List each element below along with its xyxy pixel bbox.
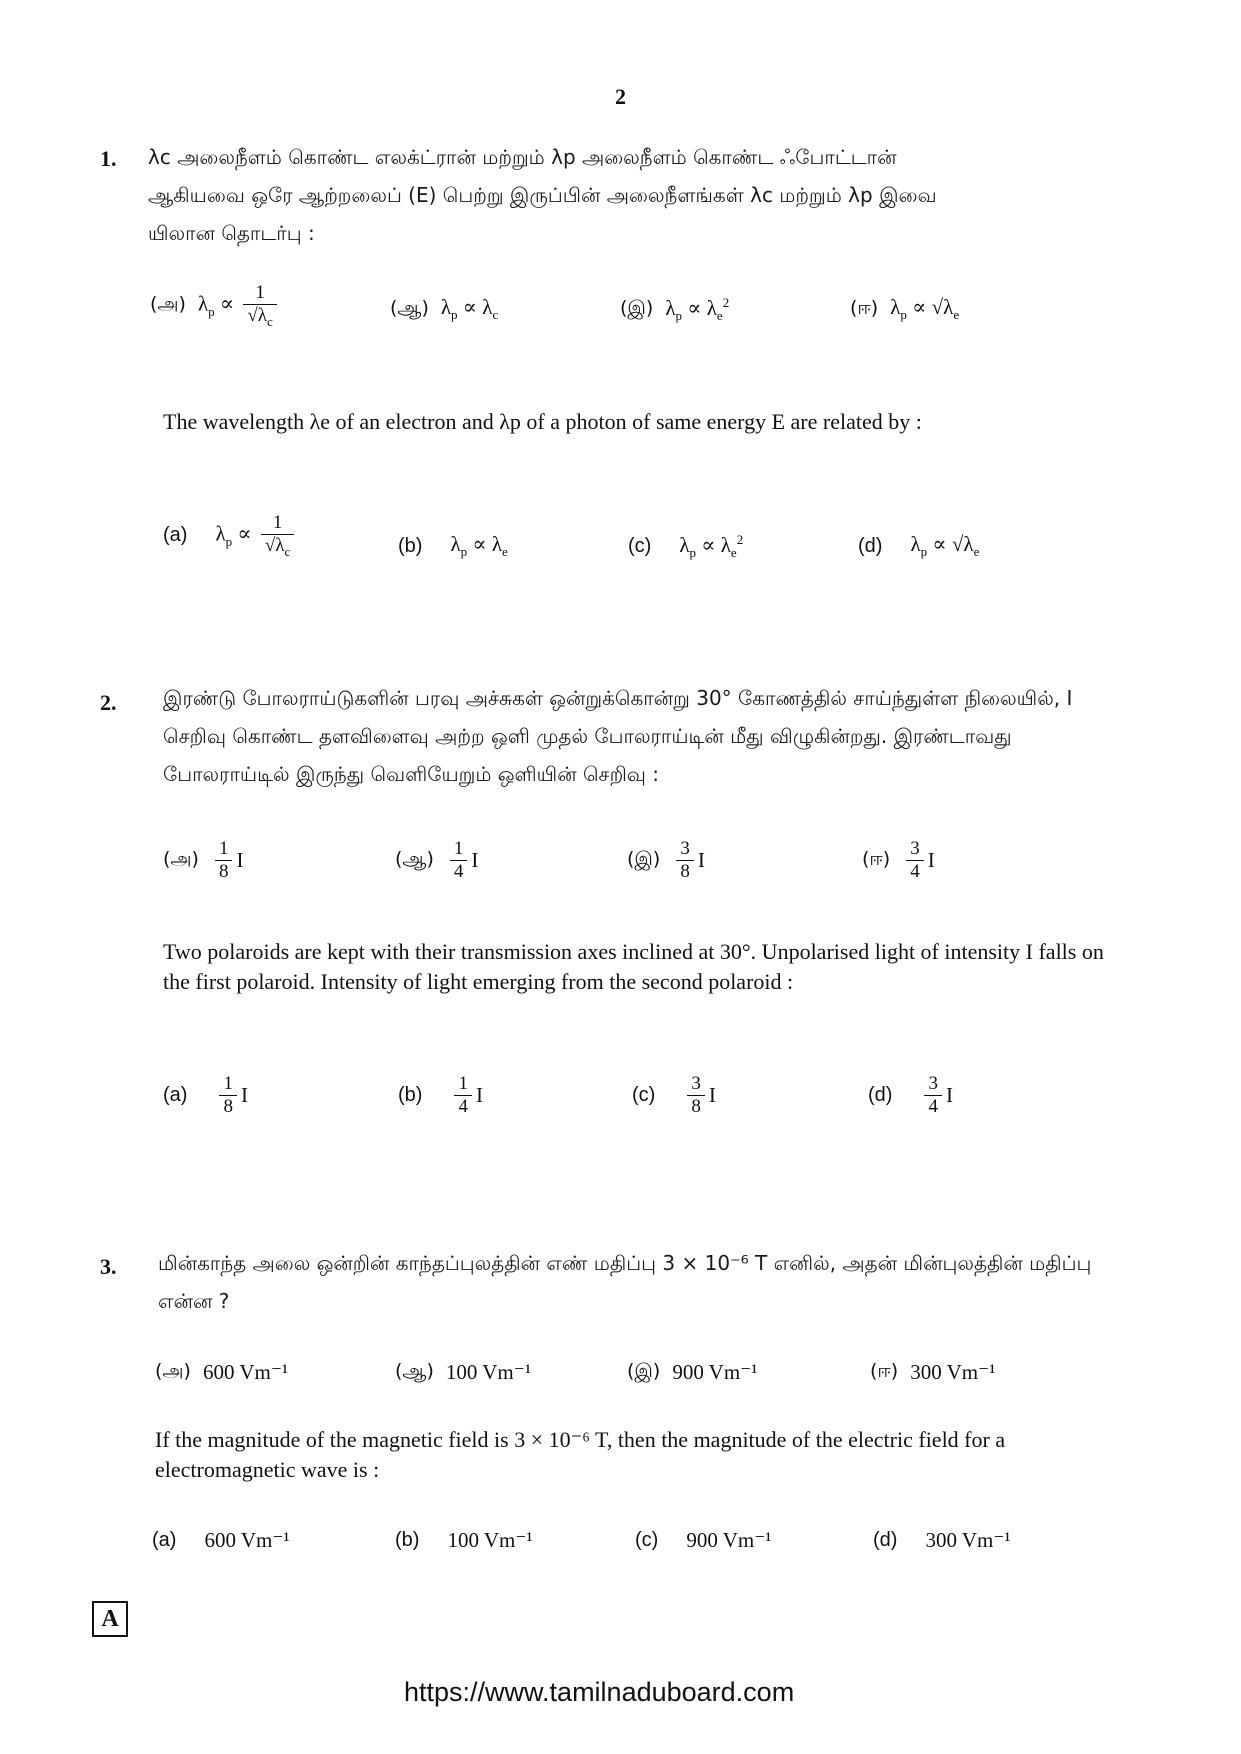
option-value: 600 Vm⁻¹ (202, 1360, 289, 1384)
question-1-number: 1. (100, 146, 117, 171)
q3-english-option-a (152, 1528, 290, 1553)
fraction-denominator: 4 (924, 1095, 942, 1118)
option-label: (ஈ) (870, 1360, 899, 1382)
option-label: (b) (395, 1529, 420, 1551)
fraction-denominator: 4 (906, 860, 924, 883)
version-box: A (92, 1601, 128, 1637)
fraction-numerator: 1 (218, 838, 229, 859)
q3-tamil-option-2 (395, 1360, 531, 1385)
fraction-numerator: 3 (928, 1073, 938, 1094)
q3-tamil-option-4 (870, 1360, 996, 1385)
option-label: (ஈ) (850, 296, 879, 319)
option-label: (b) (398, 534, 423, 557)
option-label: (ஆ) (390, 296, 429, 319)
formula: $\lambda_p \propto \lambda_c$ (440, 295, 499, 323)
option-label: (ஆ) (395, 847, 434, 870)
intensity-symbol: I (240, 1082, 248, 1107)
option-label: (அ) (150, 293, 186, 316)
option-label: (இ) (627, 1360, 661, 1382)
q2-english-option-a (163, 1073, 248, 1118)
question-3-tamil-text: மின்காந்த அலை ஒன்றின் காந்தப்புலத்தின் எண் மதிப்பு 3 × 10⁻⁶ T எனில், அதன் மின்புலத்தின் மதிப்பு என்ன ? (158, 1251, 1092, 1313)
option-value: 100 Vm⁻¹ (445, 1360, 532, 1384)
formula: $\lambda_p \propto √\lambda_e$ (890, 295, 960, 323)
option-label: (c) (632, 1083, 656, 1106)
q1-english-option-a (163, 512, 298, 560)
q1-tamil-option-1 (150, 282, 281, 330)
option-label: (ஈ) (862, 847, 891, 870)
q2-english-option-c (632, 1073, 716, 1118)
option-label: (அ) (155, 1360, 191, 1382)
q2-tamil-option-3 (627, 838, 705, 883)
q1-tamil-option-3 (620, 295, 729, 324)
intensity-symbol: I (945, 1082, 953, 1107)
fraction-numerator: 1 (453, 838, 464, 859)
q1-tamil-option-2 (390, 295, 498, 323)
intensity-symbol: I (697, 847, 705, 872)
option-label: (a) (152, 1529, 177, 1551)
q3-english-option-b (395, 1528, 533, 1553)
fraction-denominator: 4 (450, 860, 468, 883)
option-label: (d) (868, 1083, 893, 1106)
formula: $\lambda_p \propto \lambda_e$ (450, 532, 508, 560)
question-2-english-text: Two polaroids are kept with their transmission axes inclined at 30°. Unpolarised light of intensity I falls on the first polaroid. Intensity of light emerging from the second polaroid : (163, 939, 1104, 994)
fraction-denominator: 4 (454, 1095, 472, 1118)
q3-english-option-d (873, 1528, 1011, 1553)
fraction-numerator: 1 (223, 1073, 233, 1094)
question-3-english-text: If the magnitude of the magnetic field is 3 × 10⁻⁶ T, then the magnitude of the electric field for a electromagnetic wave is : (155, 1427, 1006, 1482)
q1-tamil-option-4 (850, 295, 959, 323)
intensity-symbol: I (471, 847, 479, 872)
option-label: (ஆ) (395, 1360, 434, 1382)
option-value: 300 Vm⁻¹ (925, 1528, 1011, 1552)
q1-english-option-b (398, 532, 508, 560)
q2-tamil-option-1 (163, 838, 243, 883)
formula: $\lambda_p$ ∝ $\frac{1}{√\lambda_c}$ (198, 282, 281, 330)
question-2-number: 2. (100, 690, 117, 715)
q3-english-option-c (635, 1528, 772, 1553)
option-label: (இ) (620, 297, 654, 320)
q3-tamil-option-1 (155, 1360, 288, 1385)
option-value: 900 Vm⁻¹ (672, 1360, 758, 1384)
option-label: (a) (163, 1083, 188, 1106)
fraction-denominator: 8 (676, 860, 694, 883)
q2-english-option-b (398, 1073, 483, 1118)
fraction-denominator: 8 (215, 860, 233, 883)
option-label: (a) (163, 524, 188, 547)
option-label: (c) (628, 535, 652, 558)
q3-tamil-option-3 (627, 1360, 758, 1385)
fraction-numerator: 3 (691, 1073, 701, 1094)
q2-english-option-d (868, 1073, 953, 1118)
fraction-numerator: 1 (458, 1073, 468, 1094)
formula: $\lambda_p \propto \lambda_e^2$ (679, 532, 744, 561)
question-3-number: 3. (100, 1254, 117, 1279)
question-1-tamil-text: λc அலைநீளம் கொண்ட எலக்ட்ரான் மற்றும் λp அலைநீளம் கொண்ட ஃபோட்டான் ஆகியவை ஒரே ஆற்றலைப் (E) பெற்று இருப்பின் அலைநீளங்கள் λc மற்றும் λp இவை யிலான தொடர்பு : (148, 145, 937, 245)
intensity-symbol: I (236, 847, 244, 872)
formula: $\lambda_p \propto √\lambda_e$ (910, 532, 980, 560)
option-value: 900 Vm⁻¹ (686, 1528, 772, 1552)
footer-url[interactable]: https://www.tamilnaduboard.com (404, 1677, 795, 1707)
option-label: (இ) (627, 847, 661, 870)
formula: $\lambda_p$ ∝ $\frac{1}{√\lambda_c}$ (215, 512, 298, 560)
intensity-symbol: I (475, 1082, 483, 1107)
option-label: (d) (858, 534, 883, 557)
option-label: (அ) (163, 847, 199, 870)
option-value: 300 Vm⁻¹ (910, 1360, 996, 1384)
fraction-denominator: 8 (687, 1095, 705, 1118)
fraction-numerator: 3 (910, 838, 920, 859)
formula: $\lambda_p \propto \lambda_e^2$ (665, 295, 730, 324)
page-number: 2 (615, 84, 626, 109)
fraction-denominator: 8 (219, 1095, 237, 1118)
option-value: 100 Vm⁻¹ (447, 1528, 533, 1552)
option-label: (c) (635, 1529, 659, 1551)
intensity-symbol: I (708, 1082, 716, 1107)
q1-english-option-d (858, 532, 979, 560)
question-1-english-text: The wavelength λe of an electron and λp of a photon of same energy E are related by : (163, 409, 922, 434)
option-value: 600 Vm⁻¹ (204, 1528, 290, 1552)
option-label: (b) (398, 1083, 423, 1106)
question-2-tamil-text: இரண்டு போலராய்டுகளின் பரவு அச்சுகள் ஒன்றுக்கொன்று 30° கோணத்தில் சாய்ந்துள்ள நிலையில், I செறிவு கொண்ட தளவிளைவு அற்ற ஒளி முதல் போலராய்டின் மீது விழுகின்றது. இரண்டாவது போலராய்டில் இருந்து வெளியேறும் ஒளியின் செறிவு : (163, 686, 1073, 786)
fraction-numerator: 3 (680, 838, 690, 859)
q2-tamil-option-4 (862, 838, 935, 883)
q2-tamil-option-2 (395, 838, 478, 883)
option-label: (d) (873, 1529, 898, 1551)
q1-english-option-c (628, 532, 743, 561)
intensity-symbol: I (927, 847, 935, 872)
